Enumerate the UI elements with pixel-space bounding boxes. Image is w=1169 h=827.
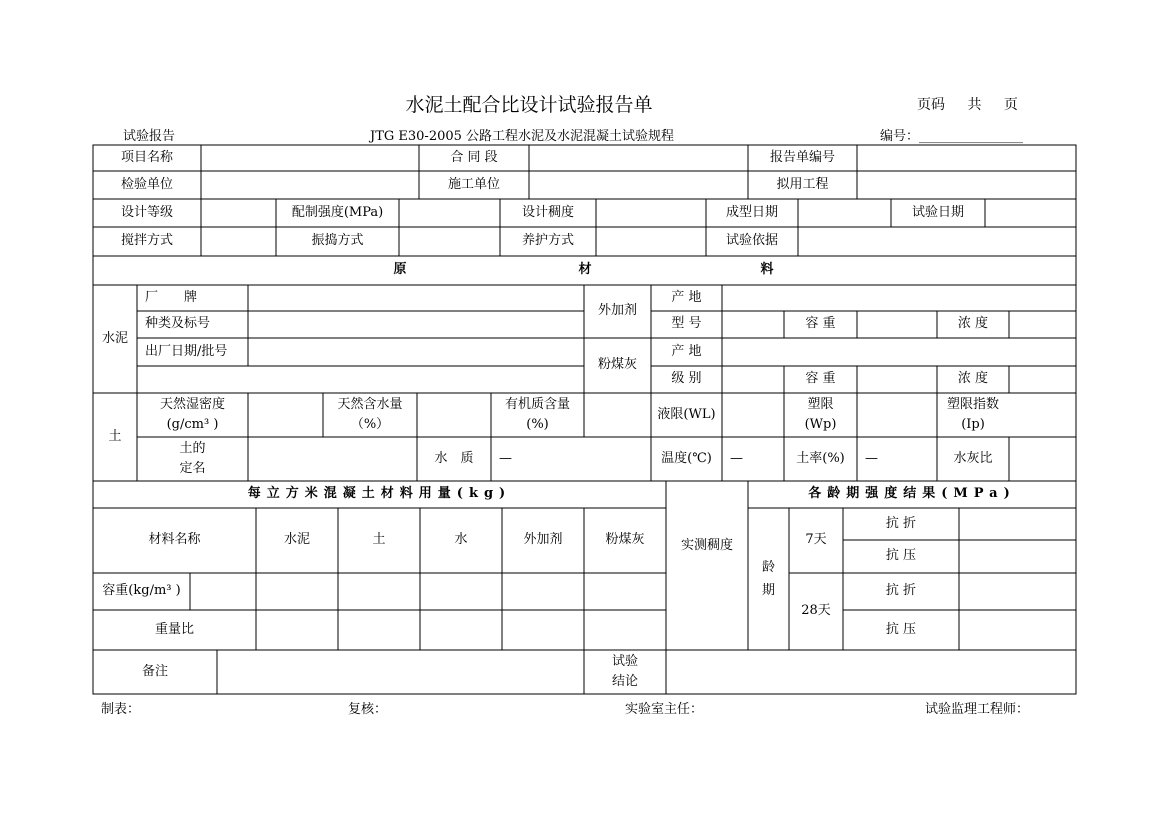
label-7d-flexural: 抗 折 [885, 515, 917, 531]
label-soil: 土 [108, 428, 122, 444]
label-28-days: 28天 [801, 603, 831, 619]
label-construction-unit: 施工单位 [447, 176, 500, 192]
label-intended-project: 拟用工程 [776, 176, 829, 192]
label-report-number: 报告单编号 [769, 149, 835, 165]
label-test-date: 试验日期 [911, 204, 964, 220]
plastic-limit-line1: 塑限 [807, 396, 834, 412]
label-test-basis: 试验依据 [725, 233, 778, 249]
label-organic-content [491, 393, 584, 437]
col-admixture: 外加剂 [523, 532, 563, 548]
conclusion-line1: 试验 [611, 653, 638, 669]
label-flyash-bulk: 容 重 [805, 371, 836, 387]
footer-director: 实验室主任： [625, 702, 704, 717]
label-molding-date: 成型日期 [725, 204, 778, 220]
label-7-days: 7天 [805, 532, 827, 548]
label-plastic-limit [784, 393, 857, 437]
label-water-cement-ratio: 水灰比 [953, 450, 993, 466]
report-title: 水泥土配合比设计试验报告单 [405, 94, 653, 116]
label-soil-rate: 土率(%) [796, 450, 845, 466]
label-temperature: 温度(℃) [661, 450, 712, 466]
label-admixture-concentration: 浓 度 [957, 316, 989, 332]
section-raw-materials-3: 料 [760, 262, 774, 278]
label-cement-type: 种类及标号 [145, 316, 211, 332]
natural-moisture-line1: 天然含水量 [337, 396, 403, 412]
footer-maker: 制表： [101, 702, 141, 717]
soil-name-line1: 土的 [179, 440, 206, 456]
label-remarks: 备注 [141, 663, 168, 679]
natural-moisture-line2: （%） [350, 417, 390, 432]
label-contract-section: 合 同 段 [450, 149, 498, 165]
label-inspection-unit: 检验单位 [120, 176, 173, 192]
section-raw-materials-1: 原 [393, 262, 407, 278]
label-7d-compressive: 抗 压 [885, 548, 917, 564]
label-bulk-density: 容重(kg/m³ ) [102, 583, 181, 599]
footer-supervisor: 试验监理工程师： [925, 702, 1030, 717]
report-label: 试验报告 [123, 129, 176, 144]
label-flyash: 粉煤灰 [597, 357, 637, 373]
section-raw-materials-2: 材 [578, 262, 592, 278]
label-natural-moisture [323, 393, 417, 437]
label-28d-compressive: 抗 压 [885, 621, 917, 637]
plastic-limit-line2: (Wp) [804, 417, 837, 432]
usage-title: 每立方米混凝土材料用量(kg) [247, 486, 512, 502]
label-admixture-bulk: 容 重 [805, 316, 836, 332]
label-material-name: 材料名称 [148, 532, 201, 548]
report-number-label: 编号：________________ [880, 129, 1024, 144]
standard-reference: JTG E30-2005 公路工程水泥及水泥混凝土试验规程 [370, 129, 675, 144]
plasticity-index-line2: (Ip) [961, 417, 985, 432]
label-mixing-method: 搅拌方式 [120, 233, 173, 249]
strength-title: 各龄期强度结果(MPa) [808, 486, 1016, 502]
organic-content-line1: 有机质含量 [504, 396, 570, 412]
label-prepared-strength: 配制强度(MPa) [291, 204, 384, 220]
temperature-dash: — [730, 450, 743, 466]
conclusion-line2: 结论 [611, 674, 638, 689]
label-water-quality: 水 质 [434, 450, 474, 466]
col-cement: 水泥 [283, 532, 310, 548]
label-flyash-origin: 产 地 [671, 343, 702, 359]
label-age [748, 508, 789, 650]
label-flyash-concentration: 浓 度 [957, 371, 989, 387]
footer-review: 复核： [348, 702, 388, 717]
soil-name-line2: 定名 [179, 461, 206, 476]
label-design-consistency: 设计稠度 [521, 204, 574, 220]
organic-content-line2: (%) [526, 417, 549, 432]
label-measured-consistency: 实测稠度 [680, 538, 733, 554]
col-soil: 土 [372, 532, 386, 548]
label-admixture: 外加剂 [597, 303, 637, 319]
label-liquid-limit: 液限(WL) [657, 406, 716, 422]
water-quality-dash: — [499, 450, 512, 466]
label-design-grade: 设计等级 [120, 204, 173, 220]
label-admixture-origin: 产 地 [671, 289, 702, 305]
label-cement-batch: 出厂日期/批号 [145, 343, 228, 359]
label-curing-method: 养护方式 [521, 233, 574, 249]
label-flyash-grade: 级 别 [671, 371, 702, 387]
plasticity-index-line1: 塑限指数 [946, 396, 999, 412]
label-plasticity-index [937, 393, 1009, 437]
label-project-name: 项目名称 [120, 149, 173, 165]
page-info: 页码 共 页 [917, 97, 1018, 113]
soil-rate-dash: — [865, 450, 878, 466]
age-char-2: 期 [761, 583, 775, 598]
age-char-1: 龄 [761, 559, 775, 575]
label-conclusion [584, 650, 666, 694]
label-weight-ratio: 重量比 [154, 621, 194, 637]
label-cement: 水泥 [101, 330, 128, 346]
label-natural-wet-density [137, 393, 248, 437]
label-vibration-method: 振捣方式 [311, 233, 364, 249]
col-flyash: 粉煤灰 [605, 532, 645, 548]
natural-wet-density-line2: (g/cm³ ) [166, 417, 219, 432]
label-28d-flexural: 抗 折 [885, 583, 917, 599]
label-soil-name [137, 437, 248, 481]
label-cement-brand: 厂 牌 [145, 289, 198, 305]
label-admixture-model: 型 号 [671, 316, 702, 332]
natural-wet-density-line1: 天然湿密度 [159, 396, 225, 412]
col-water: 水 [454, 532, 468, 548]
